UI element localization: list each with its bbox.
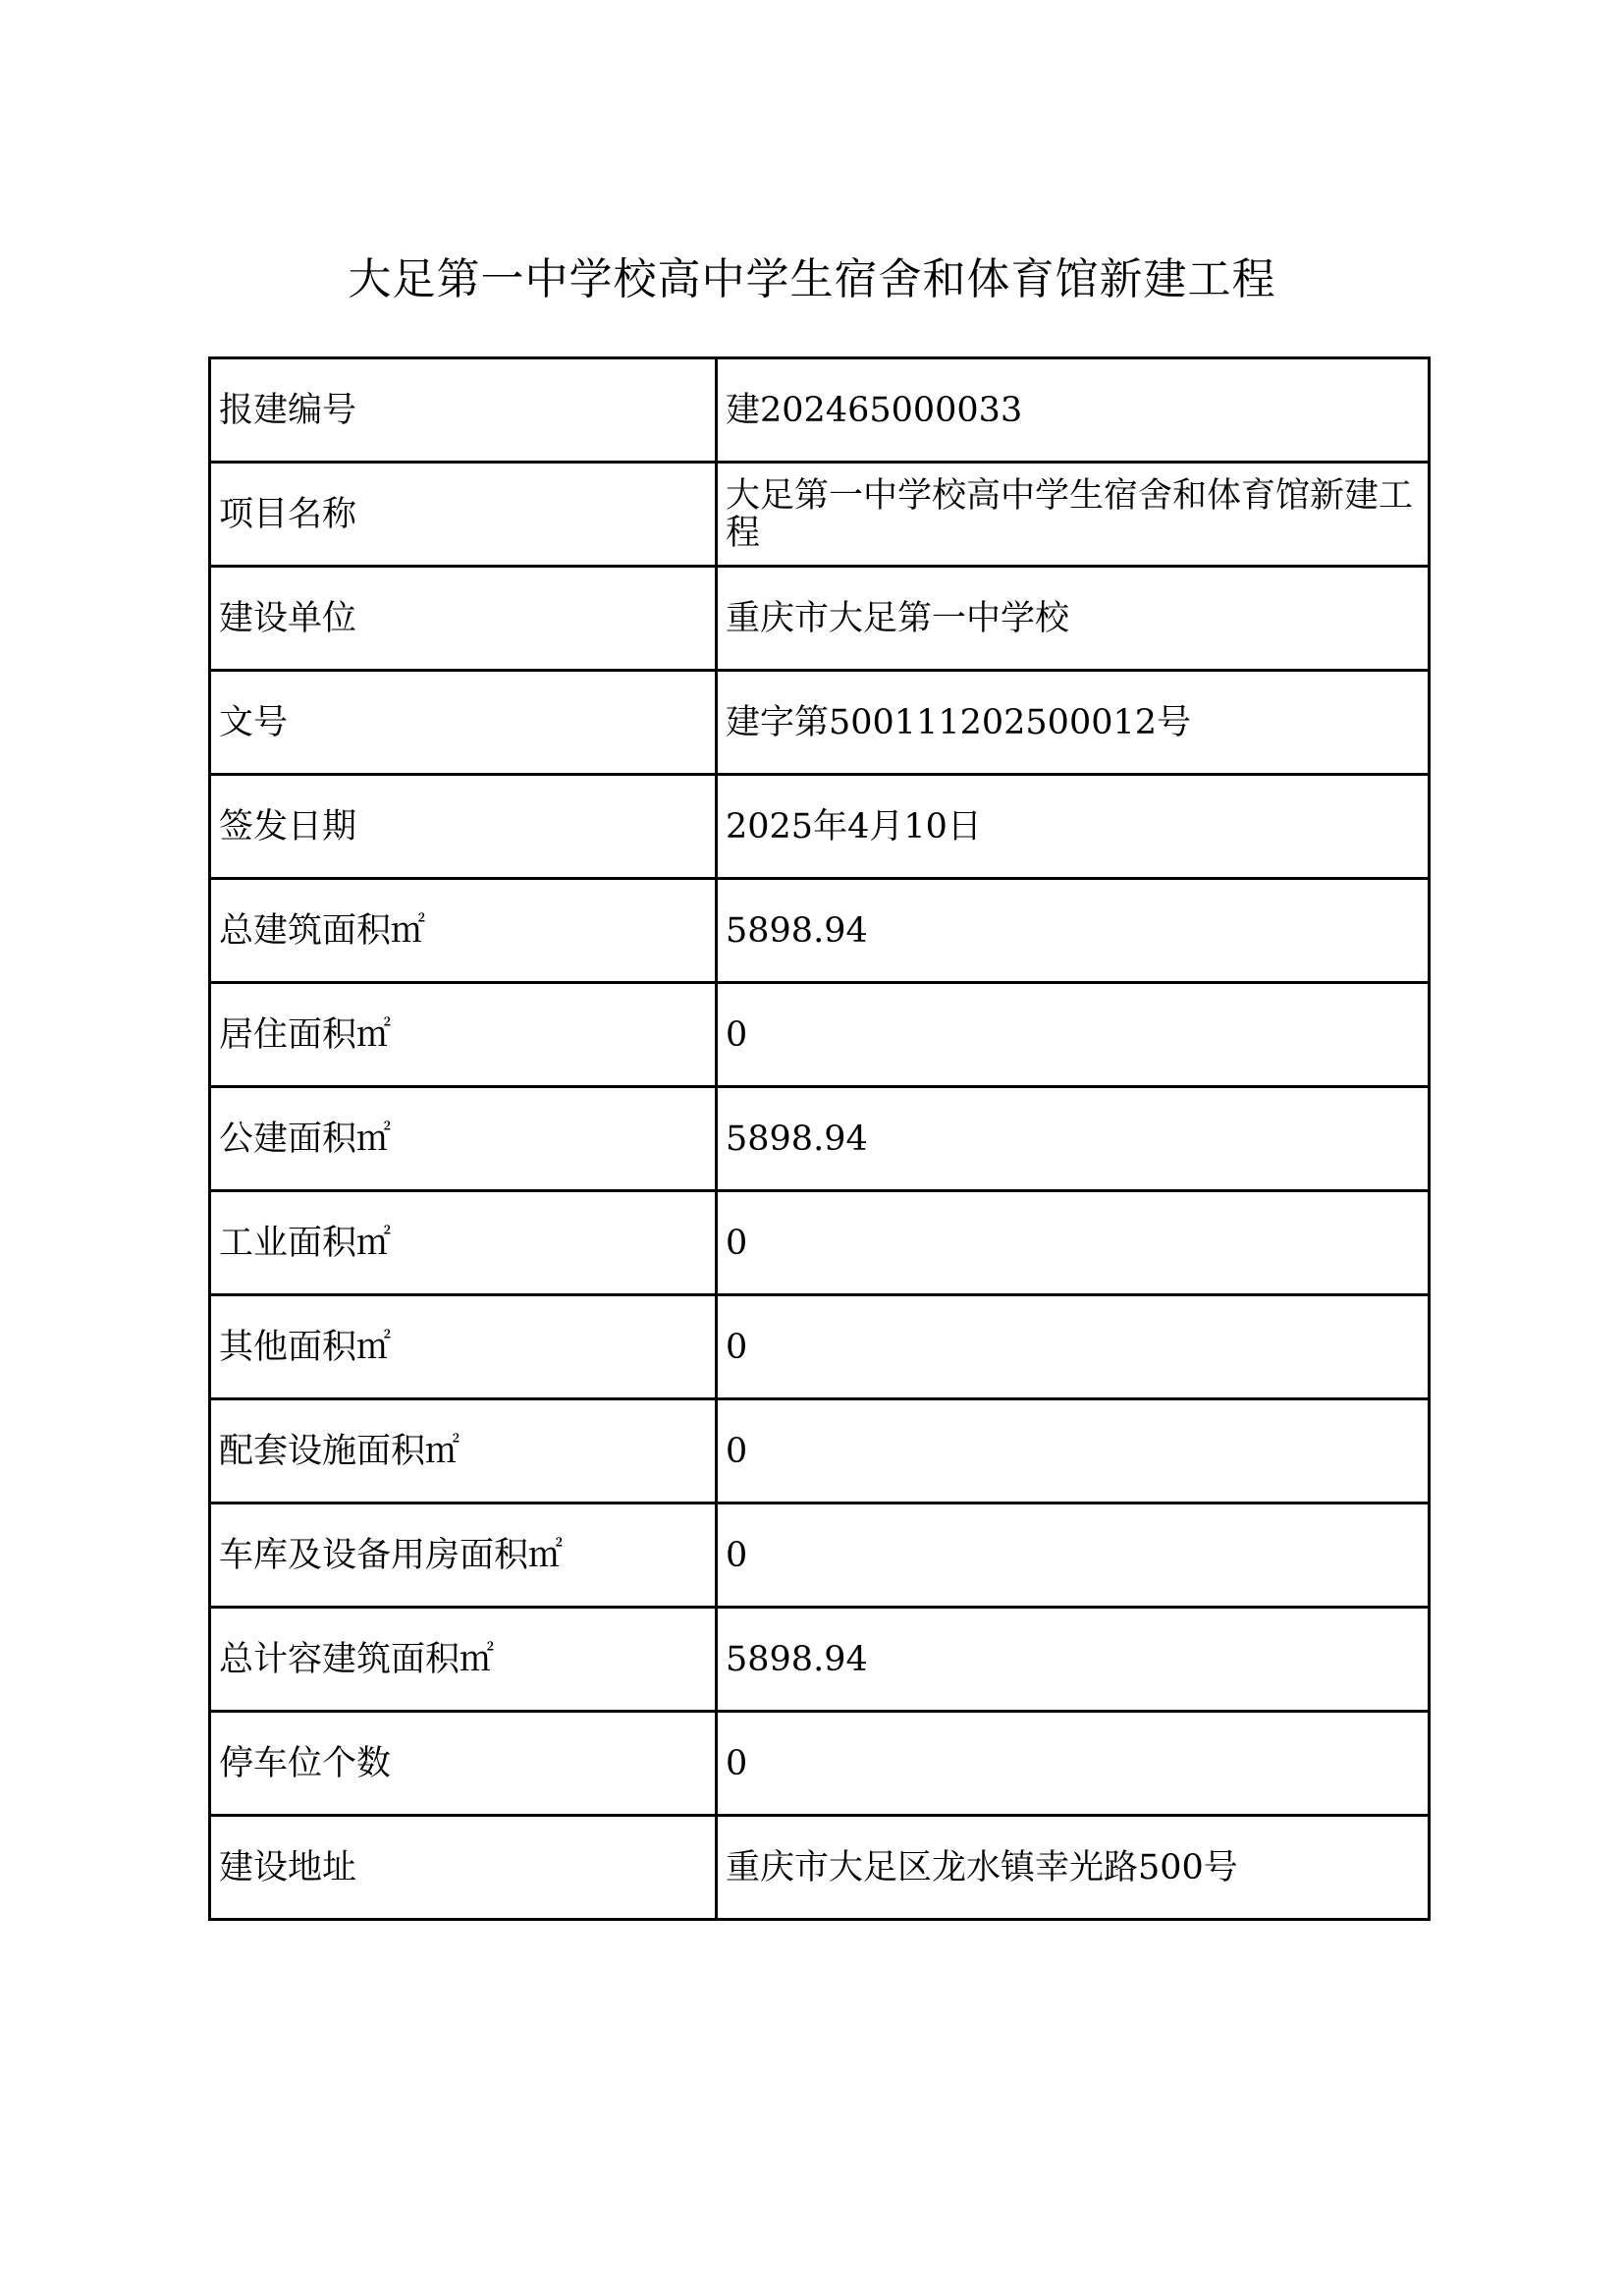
table-row [210, 1712, 1430, 1816]
table-row [210, 1191, 1430, 1295]
table-row [210, 1503, 1430, 1608]
table-row [210, 1399, 1430, 1503]
row-label-project-name: 项目名称 [210, 463, 717, 567]
row-label-parking-spaces: 停车位个数 [210, 1712, 717, 1816]
table-row [210, 1816, 1430, 1920]
table-row [210, 983, 1430, 1087]
table-row [210, 1608, 1430, 1712]
row-value-other-area: 0 [717, 1295, 1430, 1399]
row-value-residential-area: 0 [717, 983, 1430, 1087]
row-label-document-number: 文号 [210, 671, 717, 775]
row-value-industrial-area: 0 [717, 1191, 1430, 1295]
table-row [210, 358, 1430, 463]
row-value-issue-date: 2025年4月10日 [717, 775, 1430, 879]
table-row [210, 775, 1430, 879]
row-value-supporting-facilities-area: 0 [717, 1399, 1430, 1503]
table-row [210, 879, 1430, 983]
row-label-total-floor-area: 总建筑面积㎡ [210, 879, 717, 983]
row-label-issue-date: 签发日期 [210, 775, 717, 879]
row-value-project-name: 大足第一中学校高中学生宿舍和体育馆新建工程 [717, 463, 1430, 567]
table-row [210, 567, 1430, 671]
table-row [210, 671, 1430, 775]
row-label-supporting-facilities-area: 配套设施面积㎡ [210, 1399, 717, 1503]
row-value-garage-equipment-area: 0 [717, 1503, 1430, 1608]
row-value-construction-unit: 重庆市大足第一中学校 [717, 567, 1430, 671]
table-row [210, 1087, 1430, 1191]
row-value-total-plot-ratio-area: 5898.94 [717, 1608, 1430, 1712]
row-label-total-plot-ratio-area: 总计容建筑面积㎡ [210, 1608, 717, 1712]
project-info-table [208, 356, 1431, 1921]
row-label-public-area: 公建面积㎡ [210, 1087, 717, 1191]
row-value-parking-spaces: 0 [717, 1712, 1430, 1816]
table-row [210, 463, 1430, 567]
row-value-total-floor-area: 5898.94 [717, 879, 1430, 983]
row-label-construction-address: 建设地址 [210, 1816, 717, 1920]
row-value-construction-address: 重庆市大足区龙水镇幸光路500号 [717, 1816, 1430, 1920]
row-label-report-number: 报建编号 [210, 358, 717, 463]
row-label-garage-equipment-area: 车库及设备用房面积㎡ [210, 1503, 717, 1608]
row-value-public-area: 5898.94 [717, 1087, 1430, 1191]
document-title: 大足第一中学校高中学生宿舍和体育馆新建工程 [348, 254, 1276, 304]
row-value-document-number: 建字第500111202500012号 [717, 671, 1430, 775]
row-label-other-area: 其他面积㎡ [210, 1295, 717, 1399]
row-value-report-number: 建202465000033 [717, 358, 1430, 463]
row-label-industrial-area: 工业面积㎡ [210, 1191, 717, 1295]
row-label-construction-unit: 建设单位 [210, 567, 717, 671]
table-row [210, 1295, 1430, 1399]
row-label-residential-area: 居住面积㎡ [210, 983, 717, 1087]
